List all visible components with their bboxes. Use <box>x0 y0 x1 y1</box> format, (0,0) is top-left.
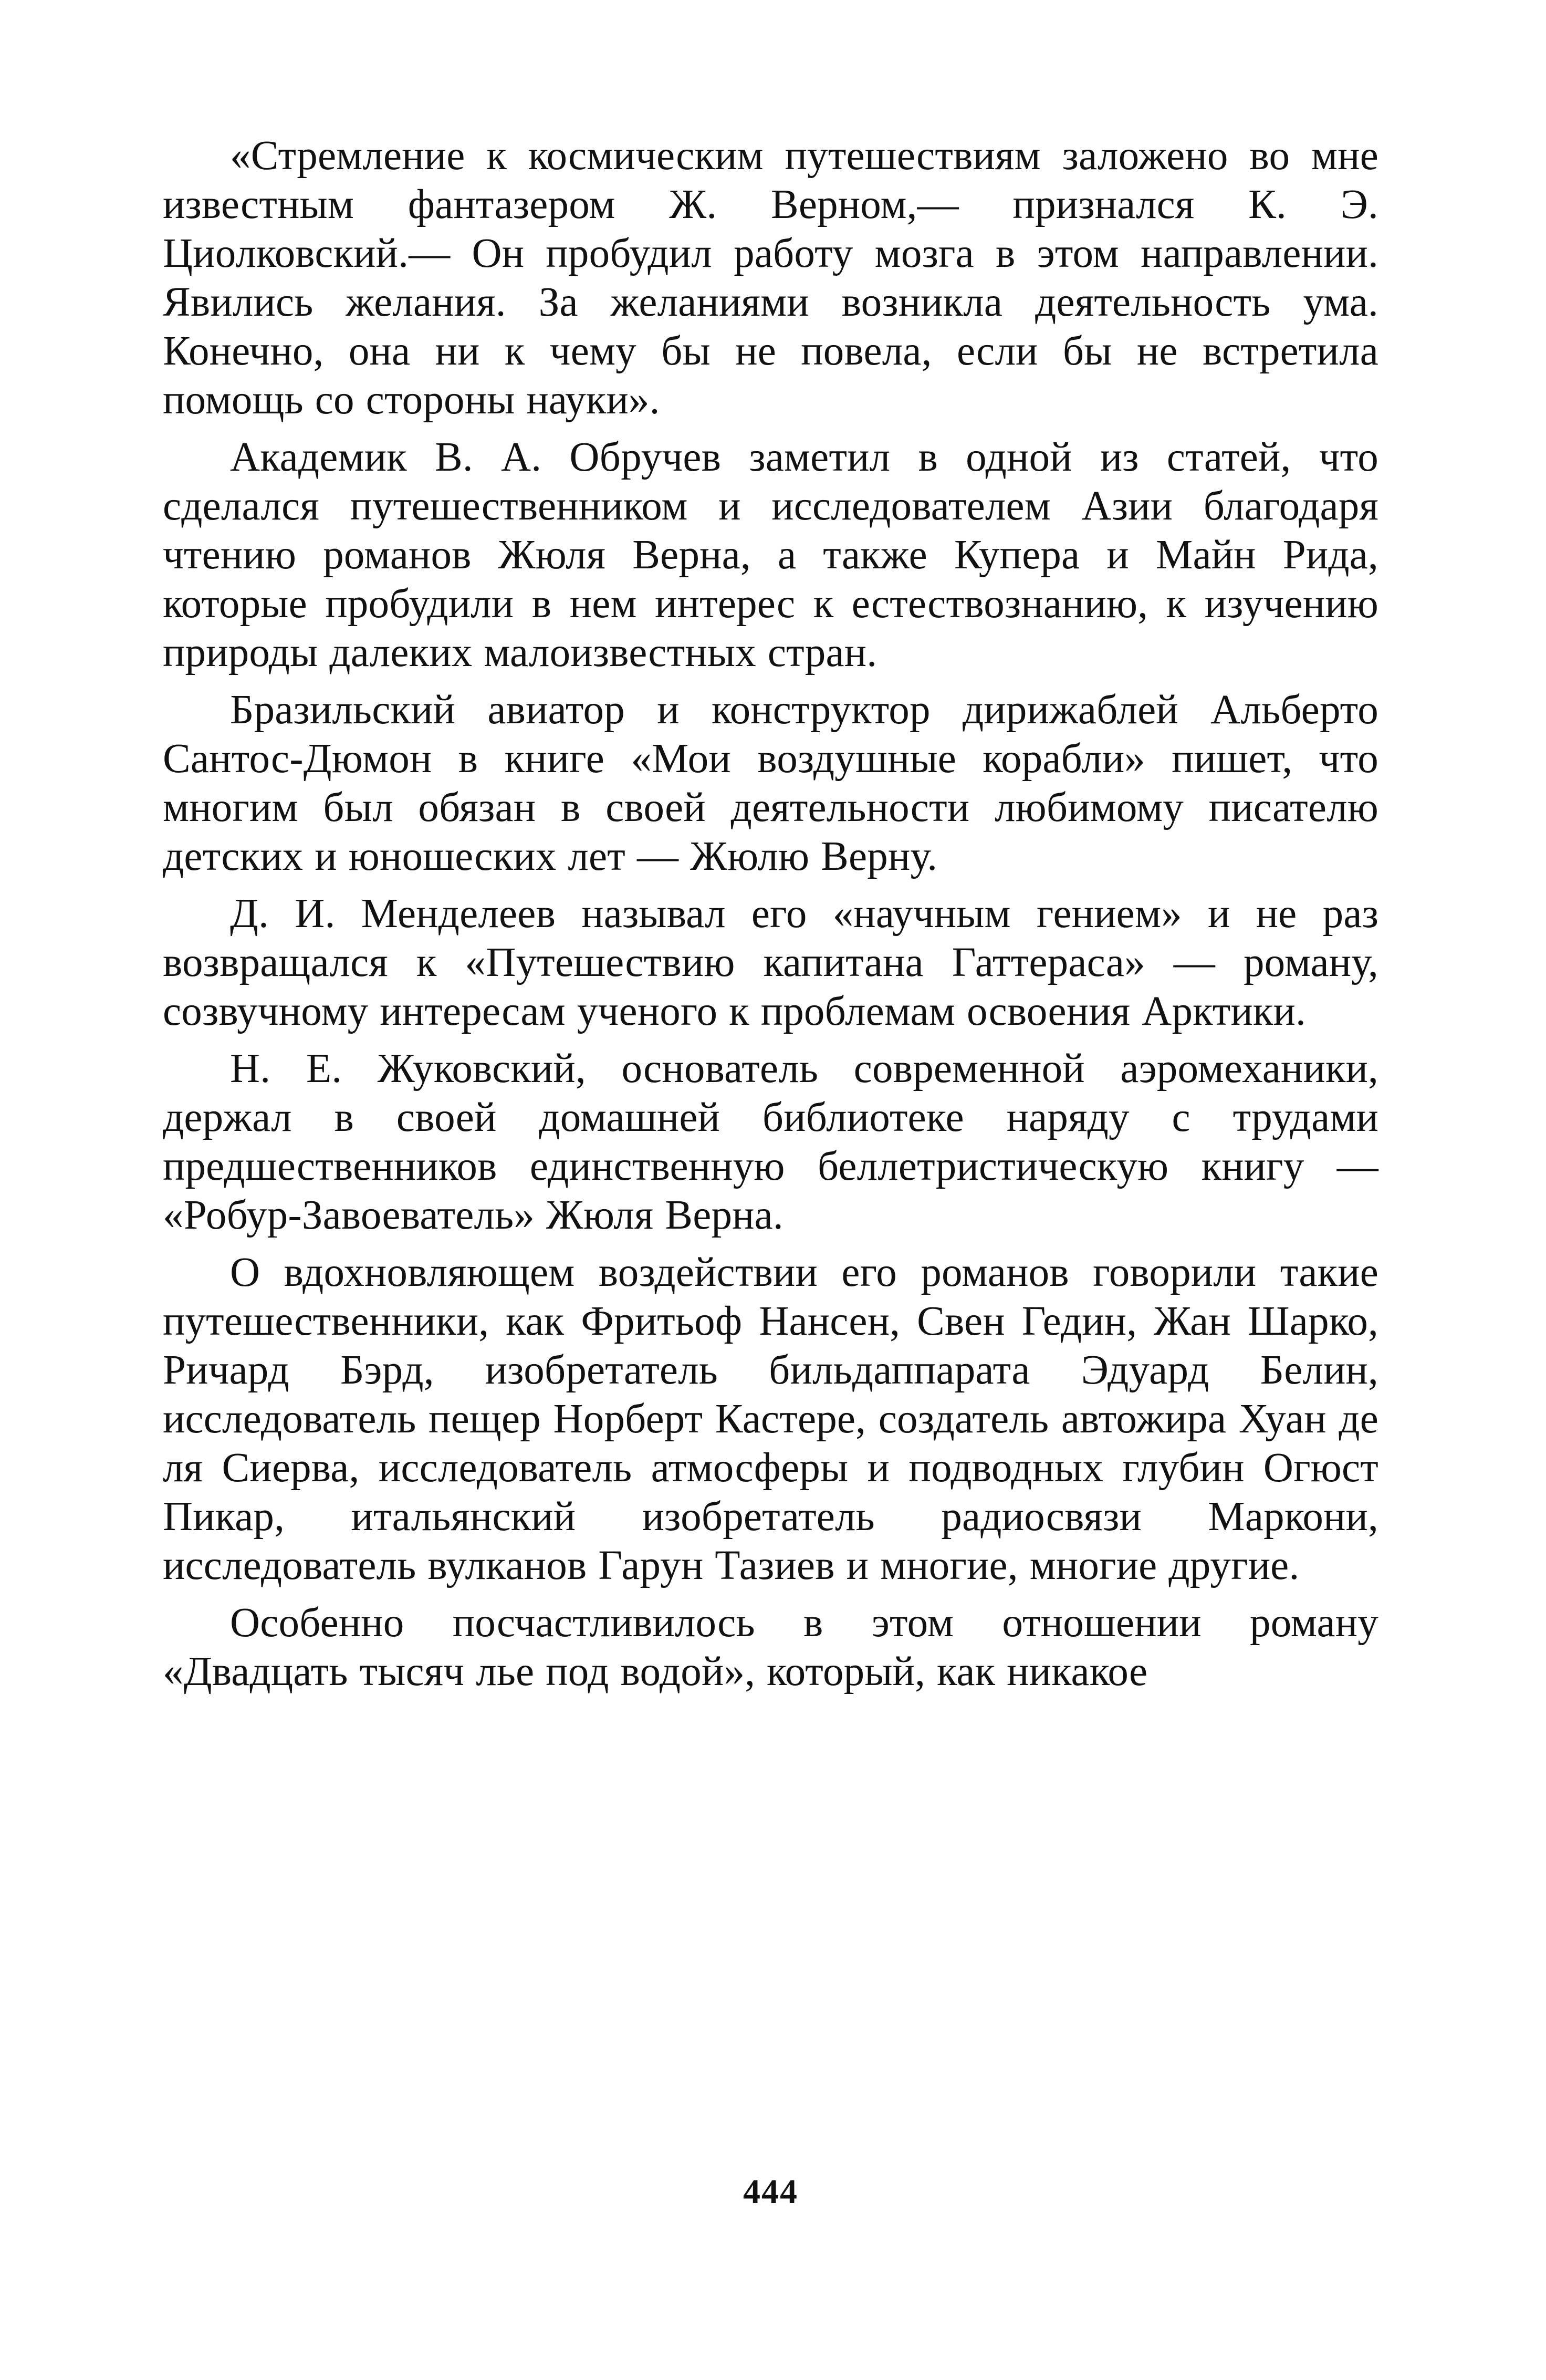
paragraph: О вдохновляющем воздействии его романов говорили такие путешественники, как Фритьоф Нансен, Свен Гедин, Жан Шарко, Ричард Бэрд, изобретатель бильдаппарата Эдуард Белин, исследователь пещер Норберт Кастере, создатель автожира Хуан де ля Сиерва, исследователь атмосферы и подводных глубин Огюст Пикар, итальянский изобретатель радиосвязи Маркони, исследователь вулканов Гарун Тазиев и многие, многие другие. <box>163 1250 1378 1588</box>
body-text <box>163 131 1378 1696</box>
paragraph: Академик В. А. Обручев заметил в одной из статей, что сделался путешественником и исследователем Азии благодаря чтению романов Жюля Верна, а также Купера и Майн Рида, которые пробудили в нем интерес к естествознанию, к изучению природы далеких малоизвестных стран. <box>163 434 1378 675</box>
book-page <box>163 131 1378 2301</box>
paragraph: Особенно посчастливилось в этом отношении роману «Двадцать тысяч лье под водой», который, как никакое <box>163 1600 1378 1695</box>
paragraph: Бразильский авиатор и конструктор дирижаблей Альберто Сантос-Дюмон в книге «Мои воздушные корабли» пишет, что многим был обязан в своей деятельности любимому писателю детских и юношеских лет — Жюлю Верну. <box>163 687 1378 879</box>
paragraph: Н. Е. Жуковский, основатель современной аэромеханики, держал в своей домашней библиотеке наряду с трудами предшественников единственную беллетристическую книгу — «Робур-Завоеватель» Жюля Верна. <box>163 1046 1378 1238</box>
page-number: 444 <box>743 2173 798 2211</box>
paragraph: «Стремление к космическим путешествиям заложено во мне известным фантазером Ж. Верном,— признался К. Э. Циолковский.— Он пробудил работу мозга в этом направлении. Явились желания. За желаниями возникла деятельность ума. Конечно, она ни к чему бы не повела, если бы не встретила помощь со стороны науки». <box>163 133 1378 423</box>
paragraph: Д. И. Менделеев называл его «научным гением» и не раз возвращался к «Путешествию капитана Гаттераса» — роману, созвучному интересам ученого к проблемам освоения Арктики. <box>163 891 1378 1034</box>
